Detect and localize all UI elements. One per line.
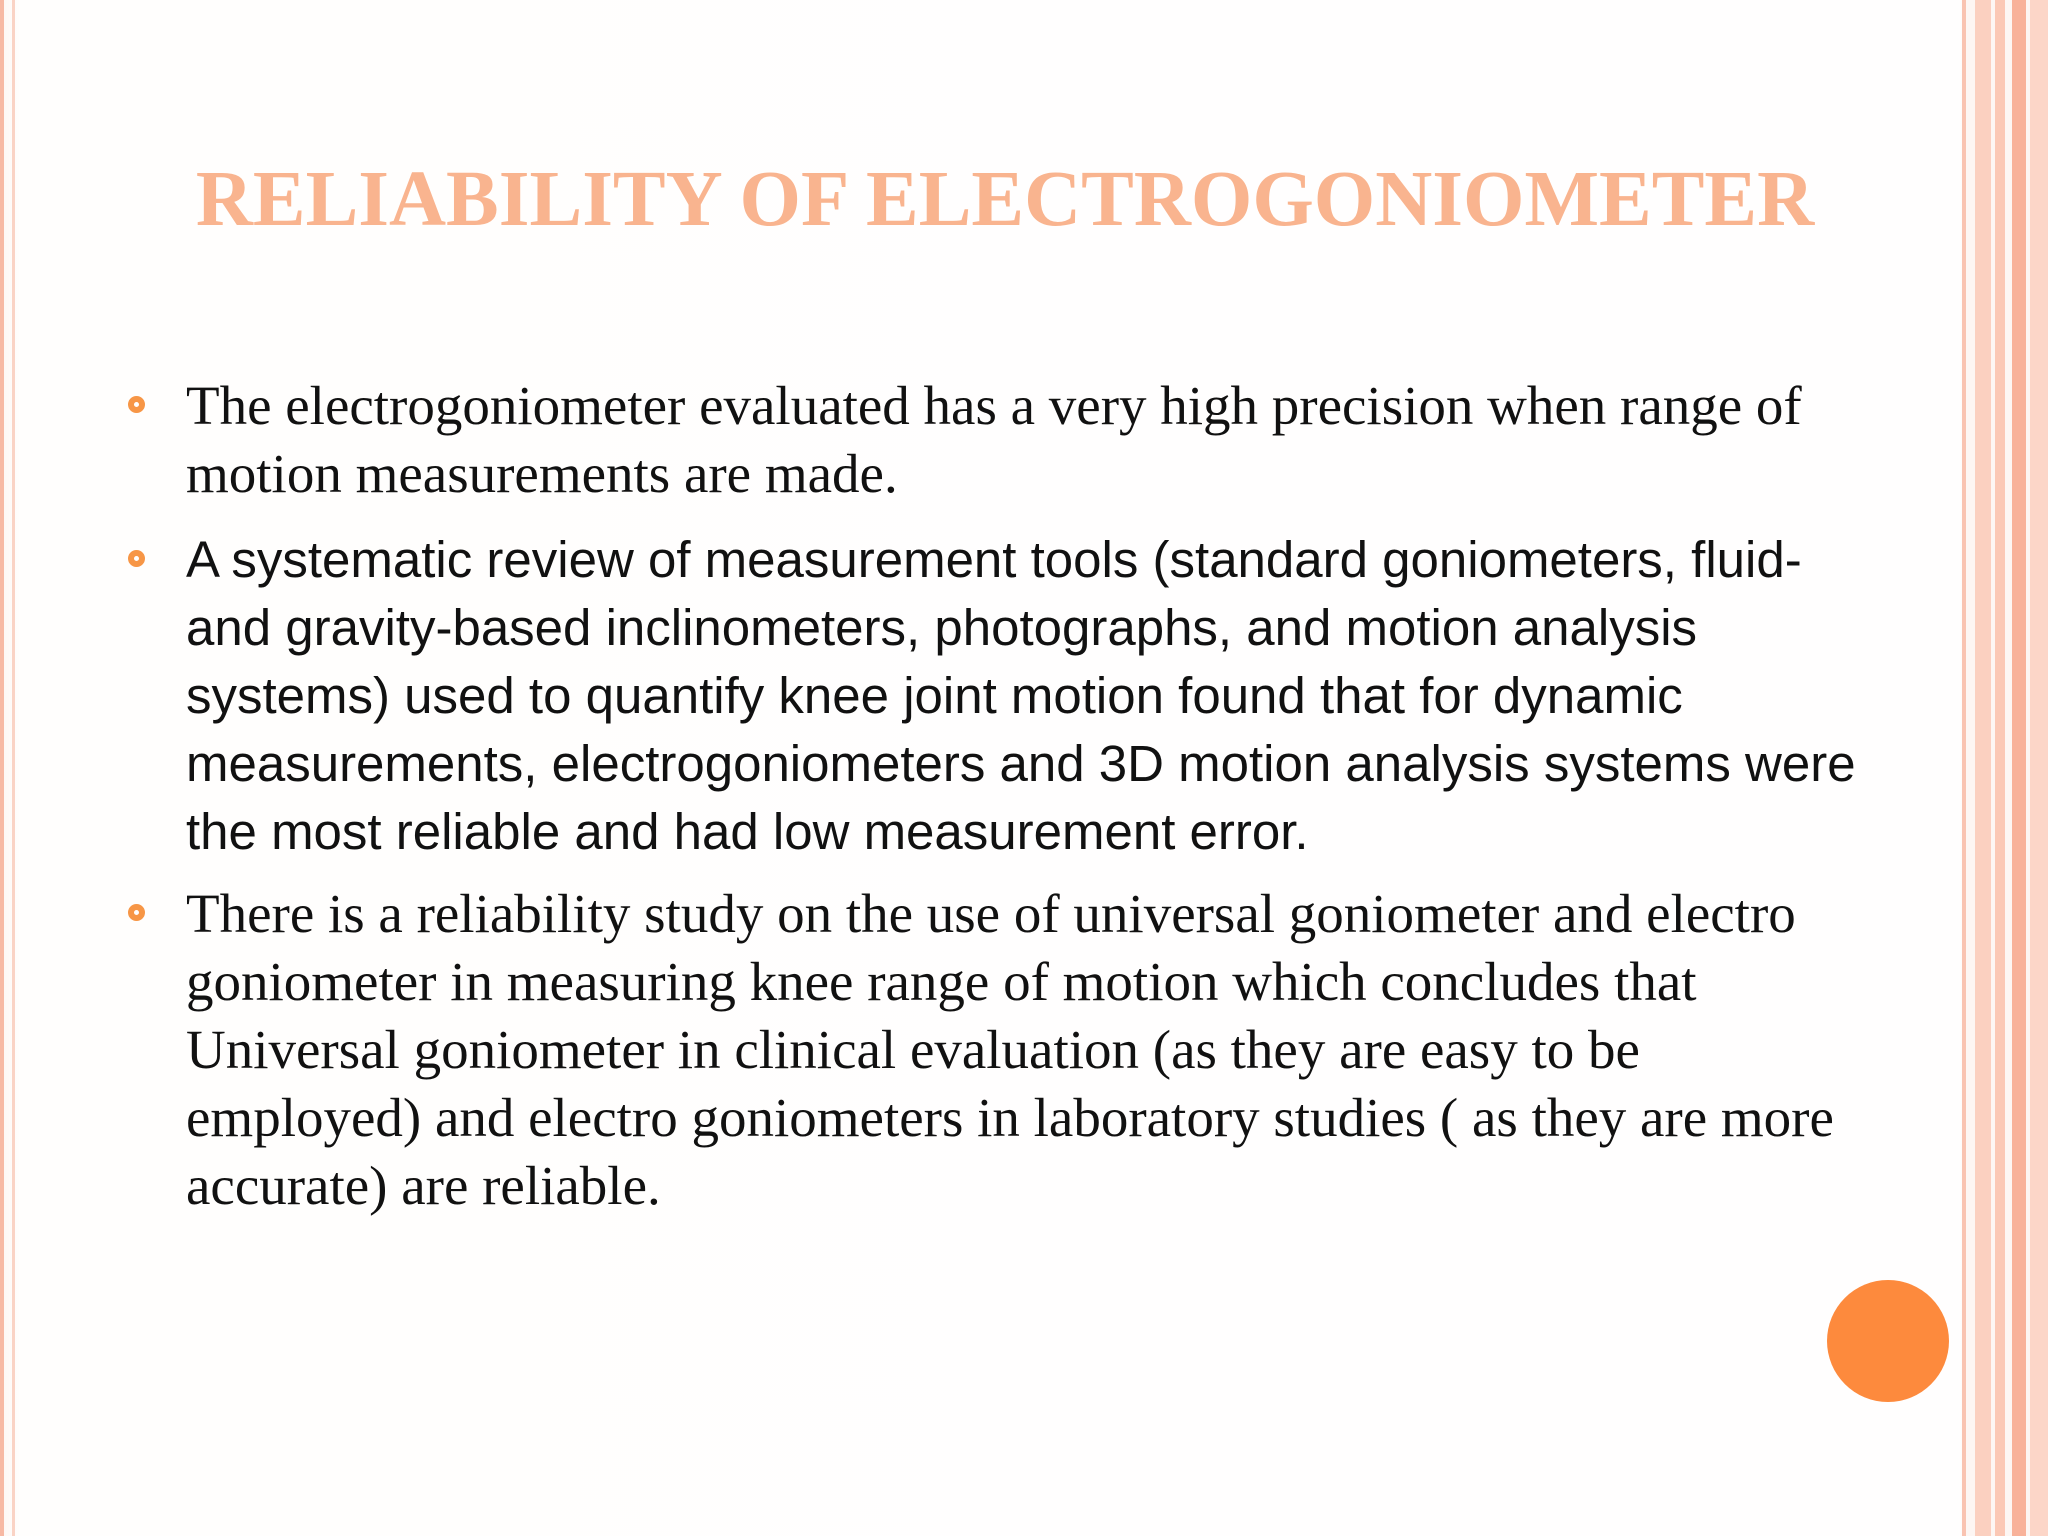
right-border-stripe-1 — [1962, 0, 1966, 1536]
right-border-stripe-4 — [2012, 0, 2026, 1536]
orange-circle-icon — [1827, 1280, 1949, 1402]
bullet-text: The electrogoniometer evaluated has a very high precision when range of motion measurements are made. — [186, 375, 1802, 504]
bullet-item-reliability-study — [120, 880, 1880, 1220]
left-border-stripe — [0, 0, 4, 1536]
hollow-circle-bullet-icon — [128, 550, 145, 567]
left-border-stripe-thin — [12, 0, 15, 1536]
bullet-item-precision — [120, 372, 1880, 508]
hollow-circle-bullet-icon — [128, 904, 145, 921]
bullet-list — [120, 372, 1880, 1220]
hollow-circle-bullet-icon — [128, 396, 145, 413]
right-border-stripe-3 — [1995, 0, 2005, 1536]
bullet-text: There is a reliability study on the use of universal goniometer and electro goniometer in measuring knee range of motion which concludes that Universal goniometer in clinical evaluation (as they are easy to be employed) and electro goniometers in laboratory studies ( as they are more accurate) are reliable. — [186, 883, 1834, 1216]
bullet-text: A systematic review of measurement tools (standard goniometers, fluid- and gravity-based inclinometers, photographs, and motion analysis systems) used to quantify knee joint motion found that for dynamic measurements, electrogoniometers and 3D motion analysis systems were the most reliable and had low measurement error. — [186, 531, 1856, 860]
slide-title: RELIABILITY OF ELECTROGONIOMETER — [195, 156, 1815, 243]
bullet-item-systematic-review — [120, 526, 1880, 866]
right-border-stripe-2 — [1975, 0, 1991, 1536]
right-border-stripe-5 — [2030, 0, 2048, 1536]
